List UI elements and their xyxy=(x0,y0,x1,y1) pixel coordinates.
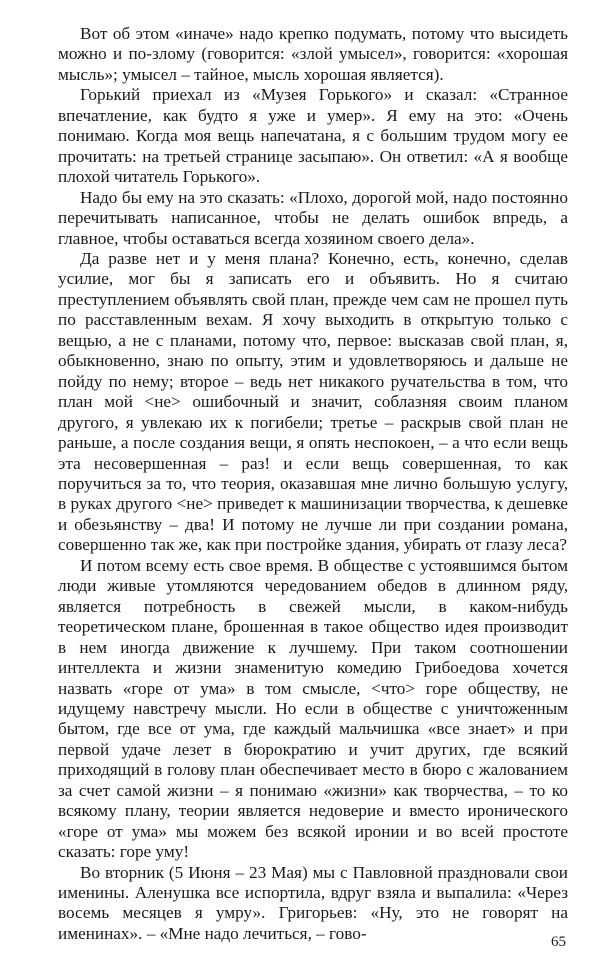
paragraph-6: Во вторник (5 Июня – 23 Мая) мы с Павловной праздновали свои именины. Аленушка все испортила, вдруг взяла и выпалила: «Через восемь месяцев я умру». Григорьев: «Ну, это не говорят на именинах». – «Мне надо лечиться, – гово- xyxy=(58,862,568,943)
document-page xyxy=(58,24,568,944)
paragraph-5: И потом всему есть свое время. В обществе с устоявшимся бытом люди живые утомляются чередованием обедов в длинном ряду, является потребность в свежей мысли, в каком-нибудь теоретическом плане, брошенная в такое общество идея производит в нем иногда движение к лучшему. При таком соотношении интеллекта и жизни знаменитую комедию Грибоедова хочется назвать «горе от ума» в том смысле, <что> горе обществу, не идущему навстречу мысли. Но если в обществе с уничтоженным бытом, где все от ума, где каждый мальчишка «все знает» и при первой удаче лезет в бюрократию и учит других, где всякий приходящий в голову план обеспечивает место в бюро с жалованием за счет самой жизни – я понимаю «жизни» как творчества, – то ко всякому плану, теории является недоверие и вместо иронического «горе от ума» мы можем без всякой иронии и во всей простоте сказать: горе уму! xyxy=(58,555,568,862)
paragraph-4: Да разве нет и у меня плана? Конечно, есть, конечно, сделав усилие, мог бы я записать его и объявить. Но я считаю преступлением объявлять свой план, прежде чем сам не прошел путь по расставленным вехам. Я хочу выходить в открытую только с вещью, а не с планами, потому что, первое: высказав свой план, я, обыкновенно, знаю по опыту, этим и удовлетворяюсь и дальше не пойду по нему; второе – ведь нет никакого ручательства в том, что план мой <не> ошибочный и значит, соблазняя своим планом другого, я увлекаю их к погибели; третье – раскрыв свой план не раньше, а после создания вещи, я опять неспокоен, – а что если вещь эта несовершенная – раз! и если вещь совершенная, то как поручиться за то, что теория, оказавшая мне лично большую услугу, в руках другого <не> приведет к машинизации творчества, к дешевке и обезьянству – два! И потому не лучше ли при создании романа, совершенно так же, как при постройке здания, убирать от глазу леса? xyxy=(58,248,568,555)
paragraph-3: Надо бы ему на это сказать: «Плохо, дорогой мой, надо постоянно перечитывать написанное, чтобы не делать ошибок впредь, а главное, чтобы оставаться всегда хозяином своего дела». xyxy=(58,187,568,248)
paragraph-1: Вот об этом «иначе» надо крепко подумать, потому что высидеть можно и по-злому (говорится: «злой умысел», говорится: «хорошая мысль»; умысел – тайное, мысль хорошая является). xyxy=(58,24,568,84)
paragraph-2: Горький приехал из «Музея Горького» и сказал: «Странное впечатление, как будто я уже и умер». Я ему на это: «Очень понимаю. Когда моя вещь напечатана, я с большим трудом могу ее прочитать: на третьей странице засыпаю». Он ответил: «А я вообще плохой читатель Горького». xyxy=(58,85,568,187)
page-number: 65 xyxy=(551,934,566,950)
